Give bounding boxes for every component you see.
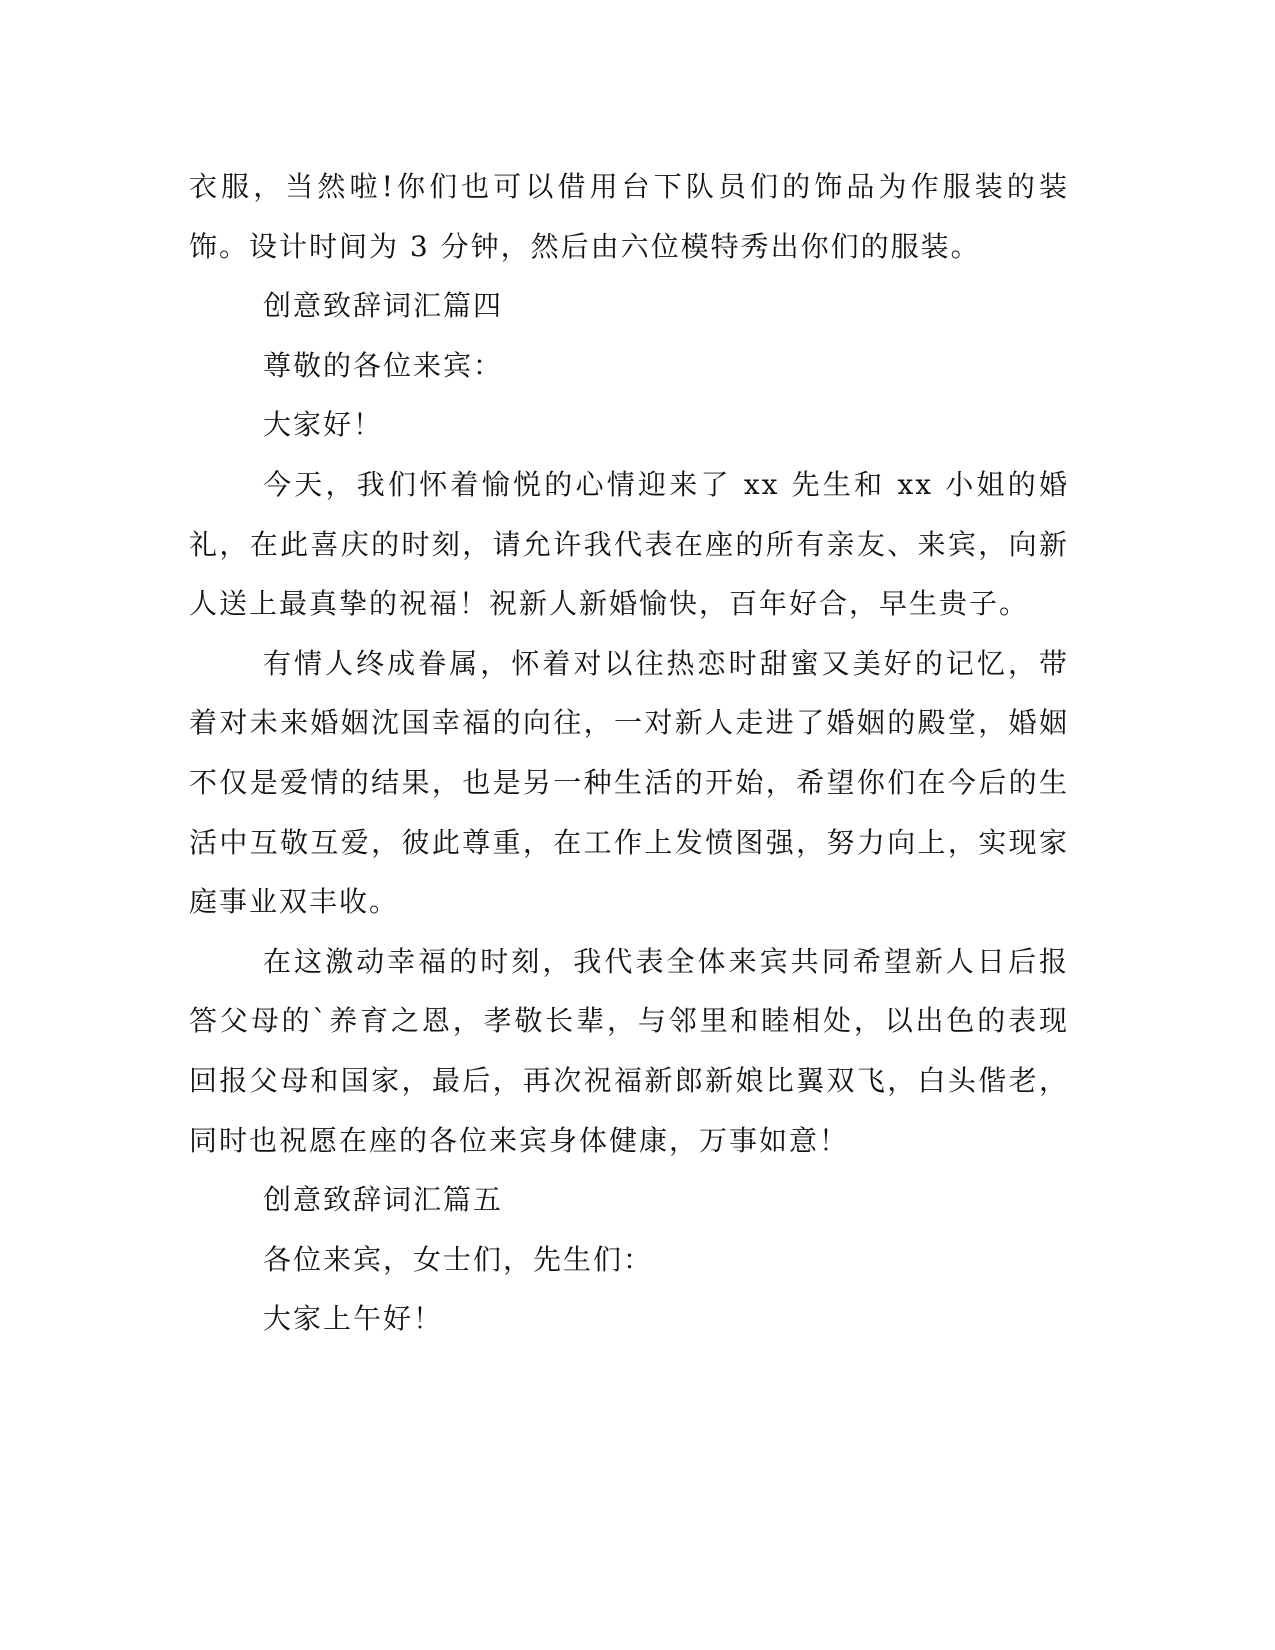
section-heading-4: 创意致辞词汇篇四 bbox=[263, 289, 504, 323]
paragraph-continuation: 衣服，当然啦!你们也可以借用台下队员们的饰品为作服装的装饰。设计时间为 3 分钟，然后由六位模特秀出你们的服装。 bbox=[189, 170, 1069, 263]
greeting: 大家好！ bbox=[263, 408, 384, 442]
document-body bbox=[189, 157, 1069, 1349]
paragraph-wedding-closing: 在这激动幸福的时刻，我代表全体来宾共同希望新人日后报答父母的`养育之恩，孝敬长辈，与邻里和睦相处，以出色的表现回报父母和国家，最后，再次祝福新郎新娘比翼双飞，白头偕老，同时也祝愿在座的各位来宾身体健康，万事如意！ bbox=[189, 944, 1069, 1157]
salutation-2: 各位来宾，女士们，先生们： bbox=[263, 1242, 654, 1276]
section-heading-5: 创意致辞词汇篇五 bbox=[263, 1183, 504, 1217]
paragraph-wedding-intro: 今天，我们怀着愉悦的心情迎来了 xx 先生和 xx 小姐的婚礼，在此喜庆的时刻，请允许我代表在座的所有亲友、来宾，向新人送上最真挚的祝福！祝新人新婚愉快，百年好合，早生贵子。 bbox=[189, 467, 1069, 621]
salutation: 尊敬的各位来宾： bbox=[263, 348, 504, 382]
paragraph-wedding-wishes: 有情人终成眷属，怀着对以往热恋时甜蜜又美好的记忆，带着对未来婚姻沈国幸福的向往，一对新人走进了婚姻的殿堂，婚姻不仅是爱情的结果，也是另一种生活的开始，希望你们在今后的生活中互敬互爱，彼此尊重，在工作上发愤图强，努力向上，实现家庭事业双丰收。 bbox=[189, 646, 1069, 919]
greeting-2: 大家上午好！ bbox=[263, 1302, 444, 1336]
